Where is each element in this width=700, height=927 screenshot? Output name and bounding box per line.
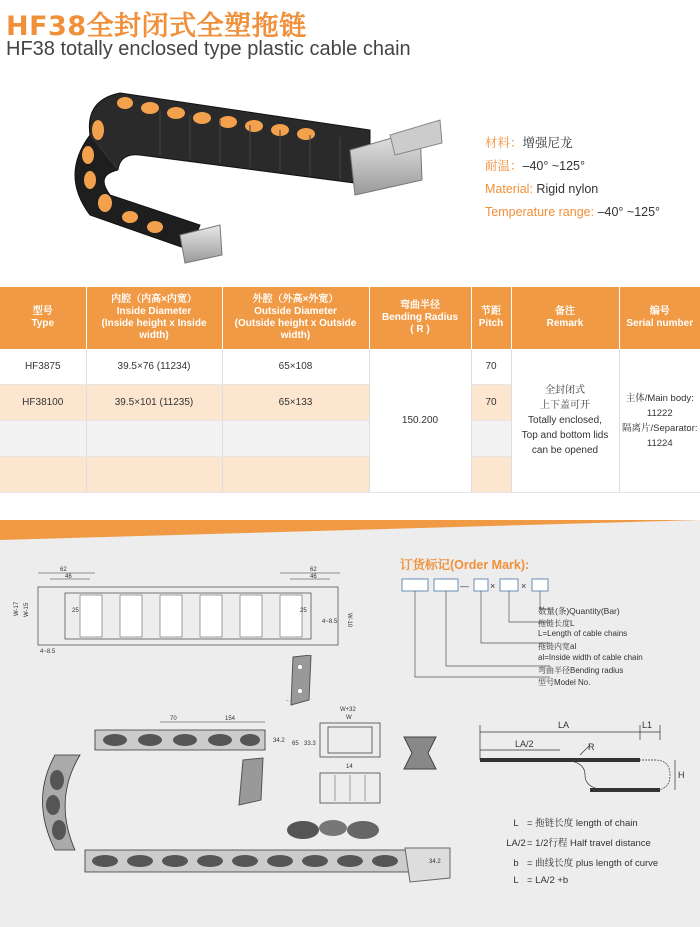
col-header-remark: 备注 Remark	[511, 287, 619, 349]
cell-pitch	[471, 457, 511, 493]
order-label: 拖链长度L	[538, 619, 575, 628]
col-header-outside: 外腔（外高×外宽） Outside Diameter (Outside height x Outside width)	[222, 287, 369, 349]
dim-label: W-17	[14, 601, 20, 616]
dim-label: 46	[65, 574, 72, 580]
cell-type: HF3875	[0, 349, 86, 385]
dim-label: 34.2	[429, 859, 441, 865]
property-key: Material:	[485, 182, 533, 196]
order-label: 弯曲半径Bending radius	[538, 666, 624, 675]
cell-outside: 65×133	[222, 385, 369, 421]
order-label: 拖链内宽al	[538, 642, 577, 651]
cell-remark: 全封闭式 上下盖可开 Totally enclosed, Top and bottom lids can be opened	[511, 349, 619, 493]
dim-label: 154	[225, 716, 236, 722]
spec-table	[0, 287, 700, 493]
cell-outside	[222, 421, 369, 457]
legend-row: b = 曲线长度 plus length of curve	[513, 858, 659, 869]
order-label: L=Length of cable chains	[538, 629, 628, 638]
separator-shape	[400, 733, 440, 773]
cell-pitch: 70	[471, 385, 511, 421]
property-value: –40° ~125°	[594, 205, 661, 219]
property-value: 增强尼龙	[522, 136, 573, 150]
dim-label: 46	[310, 574, 317, 580]
order-label: al=Inside width of cable chain	[538, 653, 643, 662]
dim-label: 34.2	[273, 738, 285, 744]
dim-label: 62	[310, 567, 317, 573]
travel-label: LA/2	[515, 739, 534, 749]
col-header-inside: 内腔（内高×内宽） Inside Diameter (Inside height x Inside width)	[86, 287, 222, 349]
table-row	[0, 349, 700, 385]
svg-text:×: ×	[521, 581, 527, 591]
page-title-cn: HF38全封闭式全塑拖链	[6, 11, 307, 42]
panel-accent-stripe	[0, 520, 700, 540]
dim-label: W-10	[346, 613, 352, 628]
dim-label: W+32	[340, 707, 356, 713]
dim-label: 33.3	[304, 741, 316, 747]
link-parts	[283, 812, 383, 847]
legend-row: LA/2= 1/2行程 Half travel distance	[506, 838, 651, 849]
bracket-detail	[285, 655, 325, 710]
cable-chain-photo	[50, 75, 450, 265]
property-key: 耐温：	[485, 159, 523, 173]
cell-outside	[222, 457, 369, 493]
cell-inside: 39.5×76 (11234)	[86, 349, 222, 385]
dim-label: 4~8.5	[322, 619, 338, 625]
col-header-serial: 编号 Serial number	[619, 287, 700, 349]
dim-label: 65	[292, 741, 299, 747]
dim-label: W-15	[24, 602, 30, 617]
cell-serial: 主体/Main body: 11222 隔离片/Separator: 11224	[619, 349, 700, 493]
cell-outside: 65×108	[222, 349, 369, 385]
travel-label: LA	[558, 720, 570, 730]
cell-pitch	[471, 421, 511, 457]
travel-label: H	[678, 770, 685, 780]
travel-diagram	[470, 710, 695, 805]
cell-inside: 39.5×101 (11235)	[86, 385, 222, 421]
property-key: Temperature range:	[485, 205, 595, 219]
dim-label: 62	[60, 567, 67, 573]
legend-row: L = LA/2 +b	[513, 875, 569, 886]
dim-label: 70	[170, 716, 177, 722]
col-header-pitch: 节距 Pitch	[471, 287, 511, 349]
cell-type: HF38100	[0, 385, 86, 421]
cross-section-drawing	[290, 705, 400, 805]
property-value: Rigid nylon	[532, 182, 599, 196]
col-header-bending: 弯曲半径 Bending Radius ( R )	[369, 287, 471, 349]
property-row	[485, 155, 660, 178]
order-label: 型号Model No.	[538, 678, 591, 687]
table-header-row	[0, 287, 700, 349]
property-key: 材料：	[485, 136, 523, 150]
material-properties	[485, 132, 660, 224]
property-row	[485, 132, 660, 155]
legend-row: L = 拖链长度 length of chain	[513, 818, 638, 829]
col-header-type: 型号 Type	[0, 287, 86, 349]
top-view-drawing	[10, 565, 360, 660]
svg-text:—: —	[460, 581, 469, 591]
property-row	[485, 201, 660, 224]
svg-text:×: ×	[490, 581, 496, 591]
travel-label: R	[588, 742, 595, 752]
cell-inside	[86, 421, 222, 457]
property-value: –40° ~125°	[522, 159, 585, 173]
cell-bending-radius: 150.200	[369, 349, 471, 493]
order-label: 数量(条)Quantity(Bar)	[538, 606, 620, 616]
property-row	[485, 178, 660, 201]
cell-inside	[86, 457, 222, 493]
dim-label: 25	[72, 608, 79, 614]
page-title-en: HF38 totally enclosed type plastic cable chain	[6, 38, 411, 60]
dim-label: 25	[300, 608, 307, 614]
travel-label: L1	[642, 720, 653, 730]
dim-label: W	[346, 715, 352, 721]
order-mark-title: 订货标记(Order Mark):	[400, 558, 530, 572]
cell-pitch: 70	[471, 349, 511, 385]
cell-type	[0, 421, 86, 457]
cell-type	[0, 457, 86, 493]
dim-label: 4~8.5	[40, 649, 56, 655]
dim-label: 14	[346, 764, 353, 770]
